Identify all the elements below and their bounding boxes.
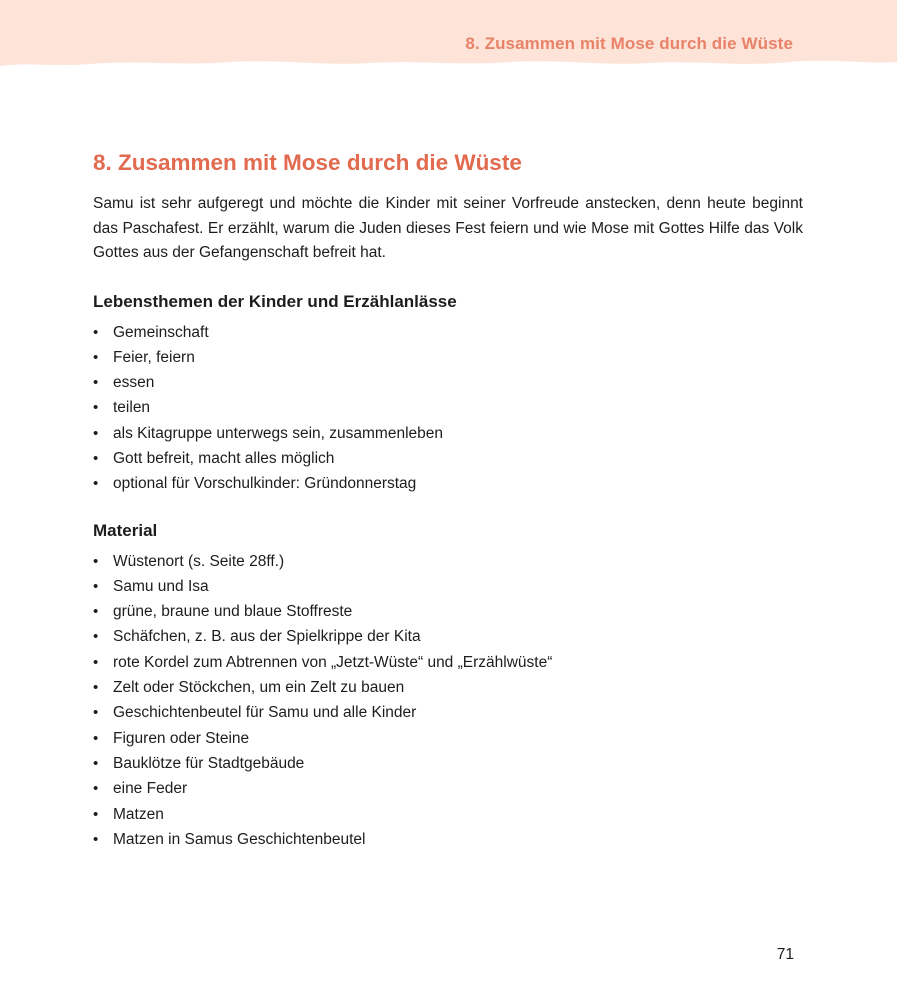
list-item: • als Kitagruppe unterwegs sein, zusammenleben — [93, 421, 803, 446]
list-item: • Wüstenort (s. Seite 28ff.) — [93, 549, 803, 574]
list-item: • Gemeinschaft — [93, 320, 803, 345]
running-head-title: 8. Zusammen mit Mose durch die Wüste — [465, 34, 793, 53]
list-item: • Geschichtenbeutel für Samu und alle Kinder — [93, 700, 803, 725]
bullet-icon: • — [93, 552, 99, 570]
page-content — [93, 148, 803, 852]
themes-heading: Lebensthemen der Kinder und Erzählanlässe — [93, 291, 457, 311]
list-item: • eine Feder — [93, 776, 803, 801]
bullet-icon: • — [93, 754, 99, 772]
list-item: • Zelt oder Stöckchen, um ein Zelt zu bauen — [93, 675, 803, 700]
chapter-intro: Samu ist sehr aufgeregt und möchte die Kinder mit seiner Vorfreude anstecken, denn heute beginnt das Paschafest. Er erzählt, warum die Juden dieses Fest feiern und wie Mose mit Gottes Hilfe das Volk Gottes aus der Gefangenschaft befreit hat. — [93, 195, 803, 261]
list-item: • teilen — [93, 395, 803, 420]
list-item: • optional für Vorschulkinder: Gründonnerstag — [93, 471, 803, 496]
bullet-icon: • — [93, 374, 99, 392]
bullet-icon: • — [93, 805, 99, 823]
themes-list — [93, 320, 803, 497]
list-item: • grüne, braune und blaue Stoffreste — [93, 599, 803, 624]
bullet-icon: • — [93, 679, 99, 697]
list-item: • Samu und Isa — [93, 574, 803, 599]
list-item: • Schäfchen, z. B. aus der Spielkrippe der Kita — [93, 624, 803, 649]
bullet-icon: • — [93, 399, 99, 417]
bullet-icon: • — [93, 653, 99, 671]
bullet-icon: • — [93, 830, 99, 848]
list-item: • Matzen — [93, 802, 803, 827]
bullet-icon: • — [93, 603, 99, 621]
list-item: • Feier, feiern — [93, 345, 803, 370]
page-number: 71 — [776, 946, 794, 963]
bullet-icon: • — [93, 475, 99, 493]
list-item: • Matzen in Samus Geschichtenbeutel — [93, 827, 803, 852]
bullet-icon: • — [93, 729, 99, 747]
list-item: • essen — [93, 370, 803, 395]
list-item: • Gott befreit, macht alles möglich — [93, 446, 803, 471]
bullet-icon: • — [93, 628, 99, 646]
material-heading: Material — [93, 520, 158, 540]
bullet-icon: • — [93, 780, 99, 798]
list-item: • Figuren oder Steine — [93, 726, 803, 751]
bullet-icon: • — [93, 348, 99, 366]
bullet-icon: • — [93, 323, 99, 341]
chapter-title: 8. Zusammen mit Mose durch die Wüste — [93, 150, 522, 175]
material-list — [93, 549, 803, 853]
bullet-icon: • — [93, 577, 99, 595]
bullet-icon: • — [93, 704, 99, 722]
bullet-icon: • — [93, 424, 99, 442]
list-item: • Bauklötze für Stadtgebäude — [93, 751, 803, 776]
bullet-icon: • — [93, 449, 99, 467]
list-item: • rote Kordel zum Abtrennen von „Jetzt-Wüste“ und „Erzählwüste“ — [93, 650, 803, 675]
